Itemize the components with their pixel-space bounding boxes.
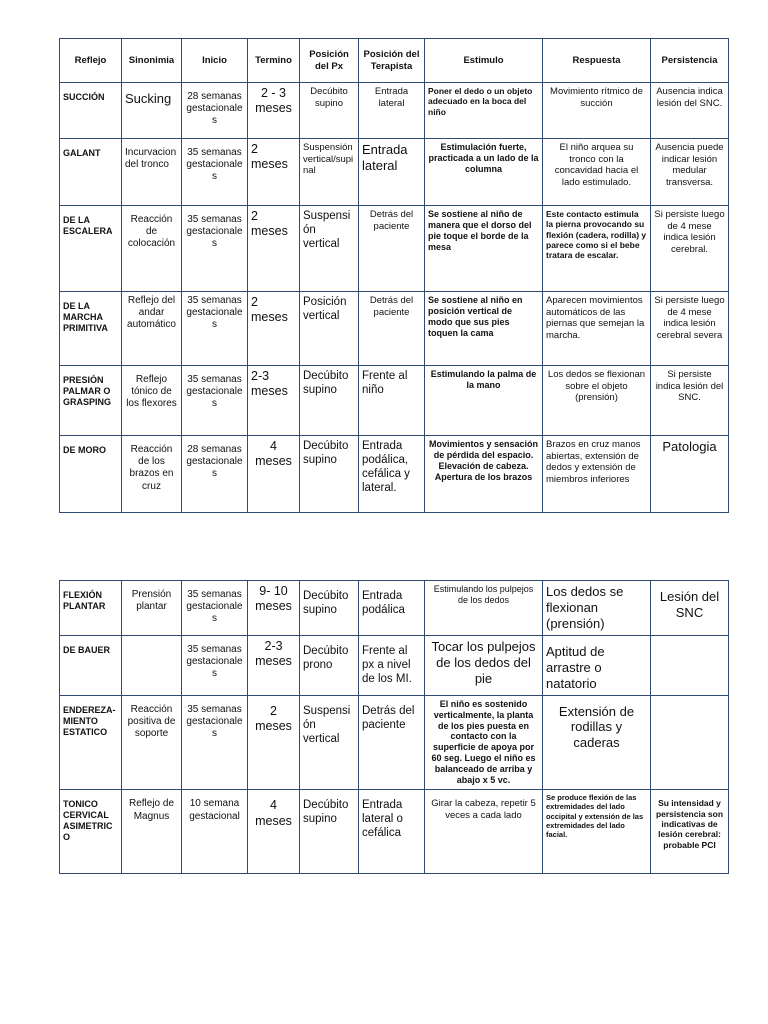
header-inicio: Inicio xyxy=(182,39,248,83)
reflex-onset: 35 semanas gestacionales xyxy=(182,695,248,790)
table-row xyxy=(60,292,729,366)
patient-position: Decúbito supino xyxy=(300,366,359,436)
reflex-onset: 28 semanas gestacionales xyxy=(182,436,248,513)
response: Este contacto estimula la pierna provocando su flexión (cadera, rodilla) y parece como si el bebe tratara de escalar. xyxy=(543,206,651,292)
persistence: Su intensidad y persistencia son indicativas de lesión cerebral: probable PCI xyxy=(651,790,729,874)
patient-position: Decúbito supino xyxy=(300,581,359,636)
stimulus: Movimientos y sensación de pérdida del espacio. Elevación de cabeza. Apertura de los brazos xyxy=(425,436,543,513)
header-estimulo: Estimulo xyxy=(425,39,543,83)
reflex-synonym: Reflejo de Magnus xyxy=(122,790,182,874)
persistence xyxy=(651,695,729,790)
reflex-onset: 35 semanas gestacionales xyxy=(182,581,248,636)
table-row xyxy=(60,83,729,139)
reflex-end: 2 meses xyxy=(248,206,300,292)
therapist-position: Frente al niño xyxy=(359,366,425,436)
persistence: Ausencia indica lesión del SNC. xyxy=(651,83,729,139)
reflex-synonym: Sucking xyxy=(122,83,182,139)
stimulus: Estimulación fuerte, practicada a un lado de la columna xyxy=(425,139,543,206)
reflex-end: 4 meses xyxy=(248,436,300,513)
response: Extensión de rodillas y caderas xyxy=(543,695,651,790)
reflex-synonym: Reacción positiva de soporte xyxy=(122,695,182,790)
reflex-name: DE BAUER xyxy=(60,636,122,696)
reflex-onset: 28 semanas gestacionales xyxy=(182,83,248,139)
reflex-synonym: Reflejo tónico de los flexores xyxy=(122,366,182,436)
patient-position: Decúbito supino xyxy=(300,790,359,874)
stimulus: Tocar los pulpejos de los dedos del pie xyxy=(425,636,543,696)
persistence: Si persiste indica lesión del SNC. xyxy=(651,366,729,436)
table-row xyxy=(60,206,729,292)
reflex-name: DE LA MARCHA PRIMITIVA xyxy=(60,292,122,366)
reflex-table-2 xyxy=(59,580,729,874)
header-persistencia: Persistencia xyxy=(651,39,729,83)
header-posicion-terapista: Posición del Terapista xyxy=(359,39,425,83)
reflex-onset: 35 semanas gestacionales xyxy=(182,206,248,292)
reflex-end: 2 meses xyxy=(248,695,300,790)
header-reflejo: Reflejo xyxy=(60,39,122,83)
therapist-position: Entrada lateral xyxy=(359,83,425,139)
response: Brazos en cruz manos abiertas, extensión de dedos y extensión de miembros inferiores xyxy=(543,436,651,513)
patient-position: Suspensión vertical/supinal xyxy=(300,139,359,206)
persistence: Lesión del SNC xyxy=(651,581,729,636)
reflex-name: SUCCIÓN xyxy=(60,83,122,139)
reflex-onset: 35 semanas gestacionales xyxy=(182,139,248,206)
reflex-synonym: Incurvacion del tronco xyxy=(122,139,182,206)
table-row xyxy=(60,695,729,790)
reflex-synonym: Reacción de colocación xyxy=(122,206,182,292)
therapist-position: Frente al px a nivel de los MI. xyxy=(359,636,425,696)
therapist-position: Detrás del paciente xyxy=(359,695,425,790)
table-row xyxy=(60,636,729,696)
reflex-name: DE LA ESCALERA xyxy=(60,206,122,292)
reflex-end: 9- 10 meses xyxy=(248,581,300,636)
patient-position: Suspensión vertical xyxy=(300,695,359,790)
response: Movimiento rítmico de succión xyxy=(543,83,651,139)
therapist-position: Detrás del paciente xyxy=(359,292,425,366)
table-row xyxy=(60,436,729,513)
reflex-table-1 xyxy=(59,38,729,513)
stimulus: Girar la cabeza, repetir 5 veces a cada lado xyxy=(425,790,543,874)
stimulus: Estimulando los pulpejos de los dedos xyxy=(425,581,543,636)
response: Los dedos se flexionan (prensión) xyxy=(543,581,651,636)
therapist-position: Entrada lateral xyxy=(359,139,425,206)
reflex-onset: 35 semanas gestacionales xyxy=(182,636,248,696)
reflex-end: 2-3 meses xyxy=(248,636,300,696)
reflex-synonym: Reacción de los brazos en cruz xyxy=(122,436,182,513)
therapist-position: Detrás del paciente xyxy=(359,206,425,292)
reflex-name: PRESIÓN PALMAR O GRASPING xyxy=(60,366,122,436)
reflex-end: 4 meses xyxy=(248,790,300,874)
reflex-onset: 35 semanas gestacionales xyxy=(182,366,248,436)
patient-position: Suspensión vertical xyxy=(300,206,359,292)
header-sinonimia: Sinonimia xyxy=(122,39,182,83)
response: Se produce flexión de las extremidades del lado occipital y extensión de las extremidades del lado facial. xyxy=(543,790,651,874)
stimulus: Poner el dedo o un objeto adecuado en la boca del niño xyxy=(425,83,543,139)
header-posicion-px: Posición del Px xyxy=(300,39,359,83)
table-row xyxy=(60,581,729,636)
response: El niño arquea su tronco con la concavidad hacia el lado estimulado. xyxy=(543,139,651,206)
therapist-position: Entrada podálica, cefálica y lateral. xyxy=(359,436,425,513)
response: Aptitud de arrastre o natatorio xyxy=(543,636,651,696)
reflex-end: 2-3 meses xyxy=(248,366,300,436)
response: Aparecen movimientos automáticos de las piernas que semejan la marcha. xyxy=(543,292,651,366)
patient-position: Decúbito supino xyxy=(300,436,359,513)
reflex-synonym xyxy=(122,636,182,696)
header-row xyxy=(60,39,729,83)
reflex-onset: 10 semana gestacional xyxy=(182,790,248,874)
table-row xyxy=(60,139,729,206)
stimulus: El niño es sostenido verticalmente, la planta de los pies puesta en contacto con la superficie de apoya por 60 seg. Luego el niño es balanceado de arriba y abajo x 5 vc. xyxy=(425,695,543,790)
reflex-name: ENDEREZA-MIENTO ESTATICO xyxy=(60,695,122,790)
reflex-name: FLEXIÓN PLANTAR xyxy=(60,581,122,636)
reflex-name: TONICO CERVICAL ASIMETRICO xyxy=(60,790,122,874)
table-row xyxy=(60,366,729,436)
reflex-synonym: Reflejo del andar automático xyxy=(122,292,182,366)
therapist-position: Entrada lateral o cefálica xyxy=(359,790,425,874)
persistence: Si persiste luego de 4 mese indica lesión cerebral. xyxy=(651,206,729,292)
table-row xyxy=(60,790,729,874)
reflex-end: 2 - 3 meses xyxy=(248,83,300,139)
header-termino: Termino xyxy=(248,39,300,83)
patient-position: Decúbito prono xyxy=(300,636,359,696)
reflex-end: 2 meses xyxy=(248,292,300,366)
stimulus: Se sostiene al niño en posición vertical de modo que sus pies toquen la cama xyxy=(425,292,543,366)
persistence: Ausencia puede indicar lesión medular transversa. xyxy=(651,139,729,206)
reflex-onset: 35 semanas gestacionales xyxy=(182,292,248,366)
persistence: Patologia xyxy=(651,436,729,513)
persistence xyxy=(651,636,729,696)
persistence: Si persiste luego de 4 mese indica lesión cerebral severa xyxy=(651,292,729,366)
reflex-name: GALANT xyxy=(60,139,122,206)
header-respuesta: Respuesta xyxy=(543,39,651,83)
reflex-end: 2 meses xyxy=(248,139,300,206)
response: Los dedos se flexionan sobre el objeto (prensión) xyxy=(543,366,651,436)
stimulus: Estimulando la palma de la mano xyxy=(425,366,543,436)
patient-position: Posición vertical xyxy=(300,292,359,366)
therapist-position: Entrada podálica xyxy=(359,581,425,636)
patient-position: Decúbito supino xyxy=(300,83,359,139)
reflex-name: DE MORO xyxy=(60,436,122,513)
reflex-synonym: Prensión plantar xyxy=(122,581,182,636)
stimulus: Se sostiene al niño de manera que el dorso del pie toque el borde de la mesa xyxy=(425,206,543,292)
